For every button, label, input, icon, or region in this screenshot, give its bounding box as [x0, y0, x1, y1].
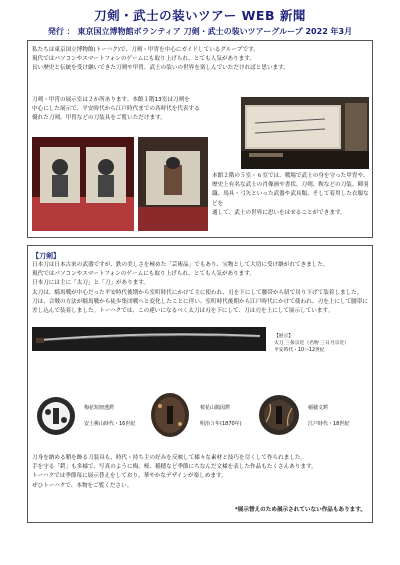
page-title: 刀剣・武士の装いツアー WEB 新聞 [94, 8, 306, 23]
second-floor-text: 本館２階の５室・６室では、戦場で武士の身を守った甲冑や、 歴史上有名な武士の肖像画や書状、刀剣、鞍などの刀装、陣羽 織、馬具・弓矢といった武器や武具類、そして着用した衣服などを 通して、武士の世界に思いをはせることができます。 [212, 173, 369, 216]
tsuba-era-3: 江戸時代・18世紀 [308, 421, 350, 427]
sword-caption: 【展示】 太刀 三条宗近（名物 三日月宗近） 平安時代・10～12世紀 [274, 333, 350, 353]
sword-photo [32, 327, 266, 351]
gallery-photo-display-case [138, 137, 208, 231]
section-heading-katana: 【刀剣】 [32, 252, 60, 260]
gallery-photo-sword-case [241, 97, 369, 169]
intro-section [27, 40, 373, 238]
tsuba-era-1: 安土桃山時代・16世紀 [84, 421, 136, 427]
intro-paragraph: 私たちは東京国立博物館(トーハク)で、刀剣・甲冑を中心にガイドしているグループです。 現代ではパソコンやスマートフォンのゲームにも取り上げられ、とても人気があります。 長い歴史と伝統を受け継いできた刀剣や甲冑、武士の装いの世界を楽しんでいただければと思います。 [32, 47, 289, 72]
exhibit-note: *展示替えのため展示されていない作品もあります。 [234, 507, 366, 513]
tsuba-name-3: 稲穂文鍔 [308, 405, 329, 411]
tsuba-paragraph: 刀身を納める鞘を飾る刀装具も、時代・持ち主の好みを反映して様々な素材と技巧を尽くして作られました。 手を守る「鍔」も多様で、写真のように梅、桜、稲穂など季節にちなんだ文様を表した作品もたくさんあります。 トーハクでは季節毎に展示替えをしており、華やかなデザインが楽しめます。 ぜひトーハクで、本物をご覧ください。 [32, 455, 317, 489]
tsuba-photo-plum [36, 396, 76, 436]
exhibit-room-text: 刀剣・甲冑の展示室は２か所あります。本館１階13室は刀剣を 中心にした展示で、平安時代から江戸時代までの各時代を代表する 優れた刀剣、甲冑などの刀装具をご覧いただけます。 [32, 97, 200, 122]
katana-section [27, 245, 373, 523]
publisher-line: 発行 ： 東京国立博物館ボランティア 刀剣・武士の装いツアーグループ 2022 年3月 [47, 27, 353, 36]
katana-paragraph: 日本刀は日本古来の武器ですが、鉄の美しさを極めた「芸術品」でもあり、宝物として大切に受け継がれてきました。 現代ではパソコンやスマートフォンのゲームにも取り上げられ、とても人気があります。 日本刀には主に「太刀」と「刀」があります。 太刀は、騎馬戦が中心だった平安時代後期から室町時代にかけて主に使われ、刃を下にして腰帯から紐で吊り下げて装着しました。 刀は、合戦の方法が騎馬戦から徒歩集団戦へと変化したことに伴い、室町時代後期から江戸時代にかけて使われ、刃を上にして腰帯に差し込んで装着しました。トーハクでは、この違いになるべく太刀は刃を下にして、刀は刃を上にして展示しています。 [32, 262, 368, 315]
tsuba-name-1: 梅花短冊透鍔 [84, 405, 115, 411]
tsuba-name-2: 桜花山鵲図鍔 [200, 405, 231, 411]
tsuba-photo-rice [258, 394, 300, 436]
tsuba-era-2: 明治３年(1870年) [200, 421, 242, 427]
tsuba-photo-cherry [150, 392, 190, 438]
gallery-photo-armor-case [32, 137, 134, 231]
